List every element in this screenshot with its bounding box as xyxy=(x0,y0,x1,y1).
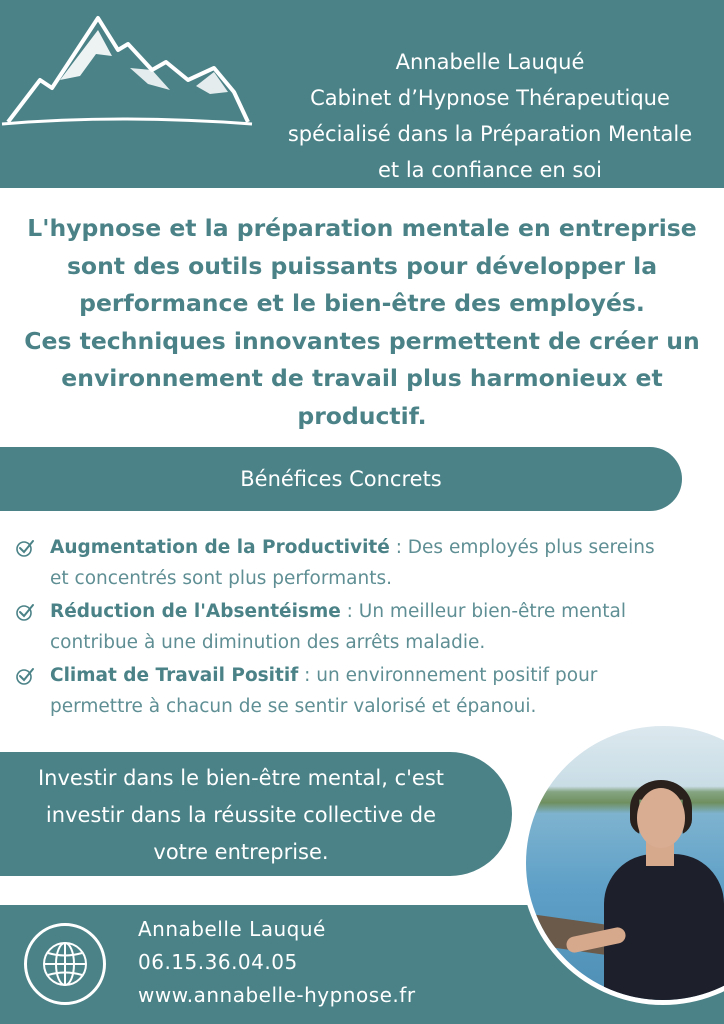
quote-line: Investir dans le bien-être mental, c'est xyxy=(37,766,444,790)
benefit-desc-cont: permettre à chacun de se sentir valorisé et épanoui. xyxy=(50,696,537,717)
intro-line: L'hypnose et la préparation mentale en entreprise xyxy=(27,214,697,242)
benefit-desc: : un environnement positif pour xyxy=(298,665,598,686)
header-line-name: Annabelle Lauqué xyxy=(395,50,585,74)
benefit-item xyxy=(0,660,720,722)
benefits-section-title xyxy=(0,447,682,511)
benefit-title: Réduction de l'Absentéisme xyxy=(50,601,341,622)
contact-info xyxy=(138,913,416,1012)
benefit-item xyxy=(0,596,720,658)
checkmark-circle-icon xyxy=(15,602,35,622)
intro-line: Ces techniques innovantes permettent de créer un xyxy=(24,326,700,355)
intro-line: sont des outils puissants pour développer la xyxy=(66,251,658,280)
quote-line: votre entreprise. xyxy=(153,840,329,864)
checkmark-circle-icon xyxy=(15,538,35,558)
checkmark-circle-icon xyxy=(15,666,35,686)
header-title-block xyxy=(255,44,724,188)
benefit-desc-cont: contribue à une diminution des arrêts maladie. xyxy=(50,632,486,653)
benefit-item xyxy=(0,532,720,594)
header-banner xyxy=(0,0,724,188)
header-line-specialty: spécialisé dans la Préparation Mentale xyxy=(287,122,693,146)
benefits-title: Bénéfices Concrets xyxy=(240,467,442,491)
header-line-cabinet: Cabinet d’Hypnose Thérapeutique xyxy=(310,86,670,110)
benefit-title: Climat de Travail Positif xyxy=(50,665,299,686)
header-line-confidence: et la confiance en soi xyxy=(378,158,602,182)
intro-line: productif. xyxy=(297,401,427,430)
benefit-list xyxy=(0,532,724,724)
benefit-desc: : Un meilleur bien-être mental xyxy=(340,601,626,622)
globe-icon xyxy=(41,940,89,988)
contact-phone[interactable]: 06.15.36.04.05 xyxy=(138,950,298,974)
photo-person-head xyxy=(637,788,685,848)
contact-website[interactable]: www.annabelle-hypnose.fr xyxy=(138,983,416,1007)
contact-name: Annabelle Lauqué xyxy=(138,917,326,941)
mountain-logo-icon xyxy=(0,10,255,130)
benefit-desc-cont: et concentrés sont plus performants. xyxy=(50,568,393,589)
benefit-title: Augmentation de la Productivité xyxy=(50,537,390,558)
benefit-desc: : Des employés plus sereins xyxy=(389,537,655,558)
intro-paragraph xyxy=(20,210,704,435)
quote-line: investir dans la réussite collective de xyxy=(45,803,437,827)
quote-banner xyxy=(0,752,512,876)
globe-badge xyxy=(24,923,106,1005)
intro-line: performance et le bien-être des employés. xyxy=(79,289,645,317)
intro-line: environnement de travail plus harmonieux et xyxy=(61,364,663,392)
